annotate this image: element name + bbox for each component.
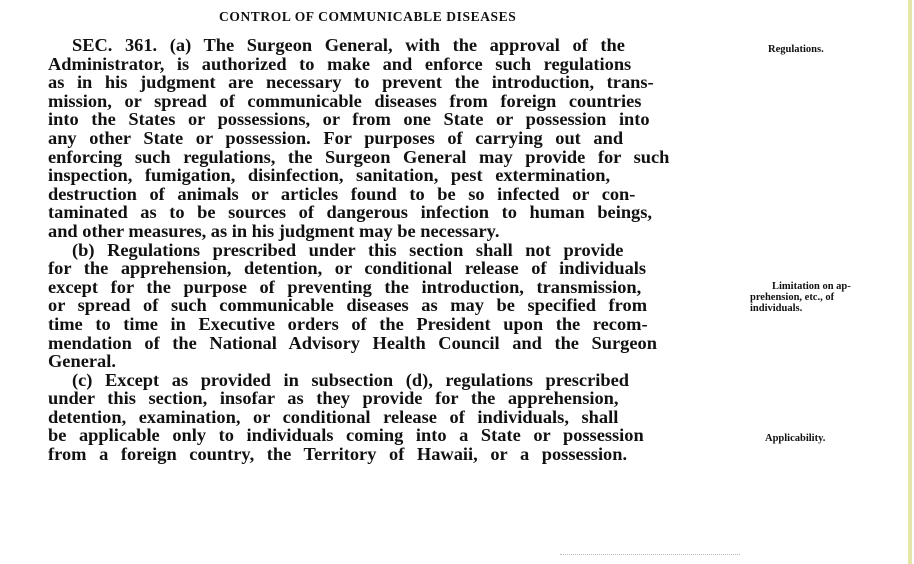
text-line: into the States or possessions, or from one State or possession into [48,109,650,130]
text-line: any other State or possession. For purposes of carrying out and [48,127,624,148]
margin-note-line: prehension, etc., of [750,292,835,303]
text-line: detention, examination, or conditional release of individuals, shall [48,406,619,427]
text-line: taminated as to be sources of dangerous infection to human beings, [48,202,652,223]
page-edge-rule [908,0,912,564]
text-line: Administrator, is authorized to make and enforce such regulations [48,53,632,74]
text-line: inspection, fumigation, disinfection, sanitation, pest extermination, [48,165,611,186]
text-line: destruction of animals or articles found to be so infected or con- [48,183,636,204]
margin-note-line: Limitation on ap- [772,281,851,292]
text-line: (c) Except as provided in subsection (d), regulations prescribed [72,369,629,390]
text-line: be applicable only to individuals coming into a State or possession [48,425,644,446]
margin-note-line: individuals. [750,303,803,314]
statute-text [48,36,738,464]
text-line: (b) Regulations prescribed under this section shall not provide [72,239,624,260]
text-line: enforcing such regulations, the Surgeon General may provide for such [48,146,670,167]
text-line: as in his judgment are necessary to prevent the introduction, trans- [48,72,654,93]
text-line: and other measures, as in his judgment may be necessary. [48,220,500,241]
text-line: mendation of the National Advisory Health Council and the Surgeon [48,332,657,353]
scan-artifact [560,548,740,555]
text-line: from a foreign country, the Territory of Hawaii, or a possession. [48,444,628,465]
text-line: for the apprehension, detention, or conditional release of individuals [48,258,647,279]
margin-note-regulations: Regulations. [768,44,824,55]
text-line: under this section, insofar as they provide for the apprehension, [48,388,619,409]
text-line: SEC. 361. (a) The Surgeon General, with the approval of the [72,35,625,55]
text-line: mission, or spread of communicable diseases from foreign countries [48,90,642,111]
margin-note-limitation [750,281,851,314]
running-head: CONTROL OF COMMUNICABLE DISEASES [219,9,517,24]
text-line: time to time in Executive orders of the President upon the recom- [48,313,648,334]
text-line: or spread of such communicable diseases as may be specified from [48,295,648,316]
text-line: except for the purpose of preventing the introduction, transmission, [48,276,642,297]
text-line: General. [48,351,116,372]
margin-note-applicability: Applicability. [765,433,826,444]
